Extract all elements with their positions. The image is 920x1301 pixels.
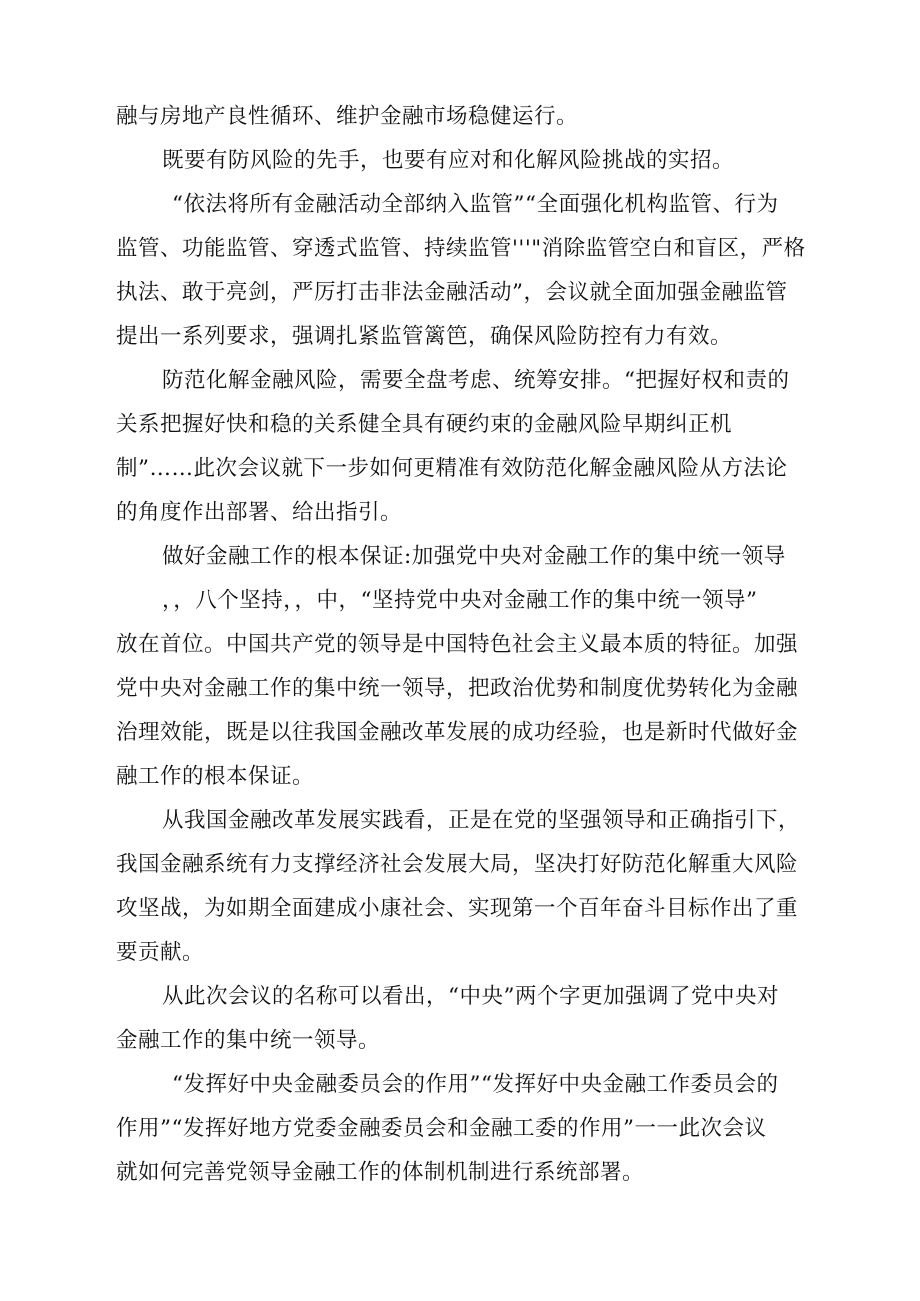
text-line-9: 制”……此次会议就下一步如何更精准有效防范化解金融风险从方法论 xyxy=(116,456,788,481)
text-line-7: 防范化解金融风险，需要全盘考虑、统筹安排。“把握好权和责的 xyxy=(162,368,790,393)
text-line-5: 执法、敢于亮剑，严厉打击非法金融活动”，会议就全面加强金融监管 xyxy=(116,280,788,305)
text-line-25: 就如何完善党领导金融工作的体制机制进行系统部署。 xyxy=(116,1160,645,1185)
text-line-22: 金融工作的集中统一领导。 xyxy=(116,1028,381,1053)
text-line-2: 既要有防风险的先手，也要有应对和化解风险挑战的实招。 xyxy=(162,148,735,173)
text-line-11: 做好金融工作的根本保证:加强党中央对金融工作的集中统一领导 xyxy=(162,544,786,569)
text-line-24: 作用”“发挥好地方党委金融委员会和金融工委的作用”一一此次会议 xyxy=(116,1116,767,1141)
text-line-21: 从此次会议的名称可以看出，“中央”两个字更加强调了党中央对 xyxy=(162,984,779,1009)
text-line-23: “发挥好中央金融委员会的作用”“发挥好中央金融工作委员会的 xyxy=(172,1072,779,1097)
text-line-8: 关系把握好快和稳的关系健全具有硬约束的金融风险早期纠正机 xyxy=(116,412,733,437)
text-line-3: “依法将所有金融活动全部纳入监管”“全面强化机构监管、行为 xyxy=(172,192,779,217)
text-line-10: 的角度作出部署、给出指引。 xyxy=(116,500,403,525)
text-line-13: 放在首位。中国共产党的领导是中国特色社会主义最本质的特征。加强 xyxy=(116,632,799,657)
text-line-14: 党中央对金融工作的集中统一领导，把政治优势和制度优势转化为金融 xyxy=(116,676,799,701)
text-line-12: ，，八个坚持，，中，“坚持党中央对金融工作的集中统一领导” xyxy=(162,588,758,613)
text-line-18: 我国金融系统有力支撑经济社会发展大局，坚决打好防范化解重大风险 xyxy=(116,852,799,877)
text-line-4: 监管、功能监管、穿透式监管、持续监管'''"消除监管空白和盲区，严格 xyxy=(116,236,806,261)
text-line-16: 融工作的根本保证。 xyxy=(116,764,315,789)
text-line-15: 治理效能，既是以往我国金融改革发展的成功经验，也是新时代做好金 xyxy=(116,720,799,745)
text-line-1: 融与房地产良性循环、维护金融市场稳健运行。 xyxy=(116,104,579,129)
text-line-17: 从我国金融改革发展实践看，正是在党的坚强领导和正确指引下， xyxy=(162,808,801,833)
text-line-6: 提出一系列要求，强调扎紧监管篱笆，确保风险防控有力有效。 xyxy=(116,324,733,349)
text-line-19: 攻坚战，为如期全面建成小康社会、实现第一个百年奋斗目标作出了重 xyxy=(116,896,799,921)
text-line-20: 要贡献。 xyxy=(116,940,205,965)
